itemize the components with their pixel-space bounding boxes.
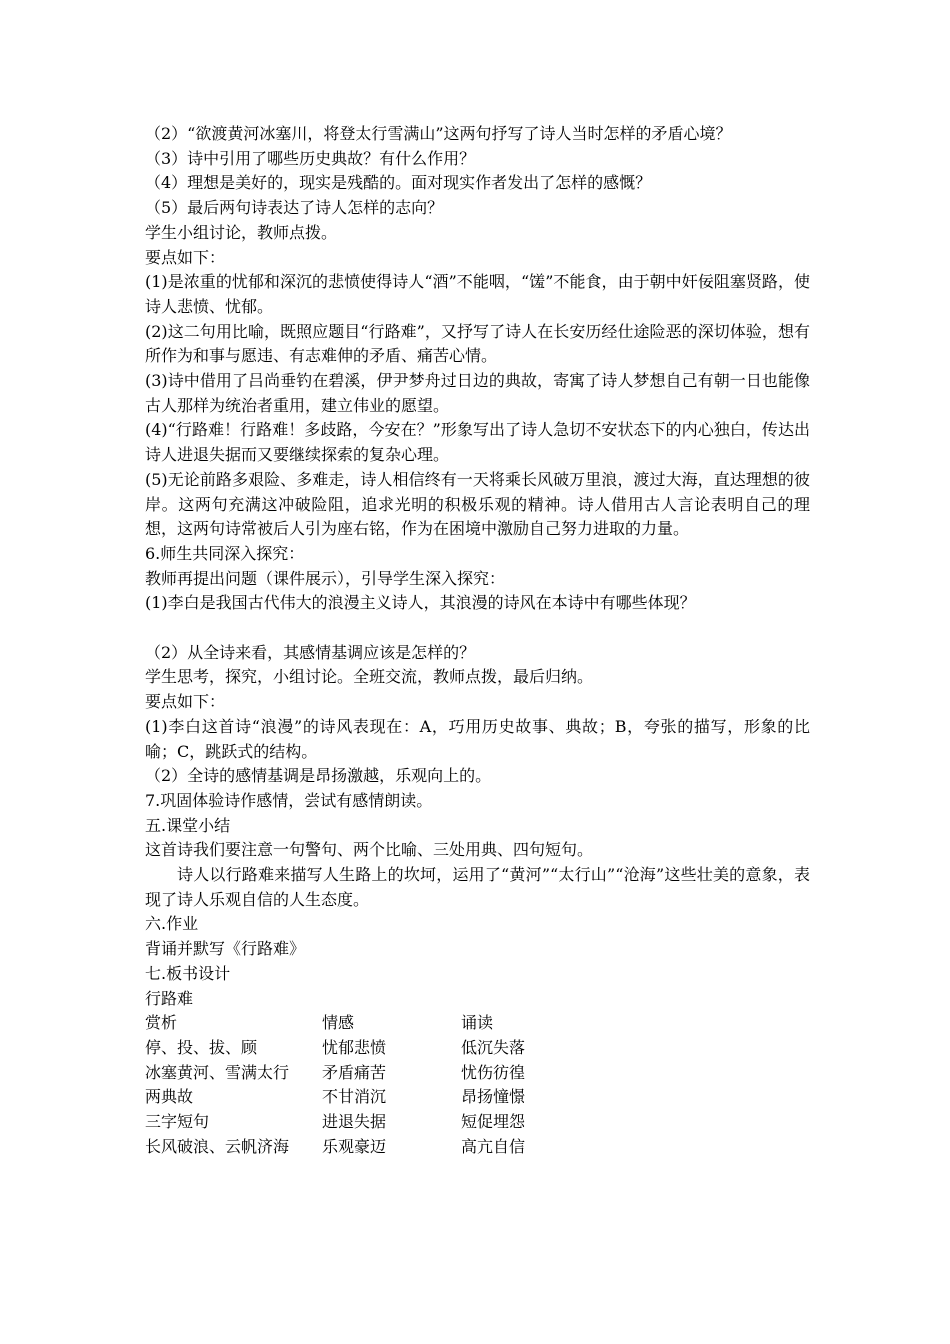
board-header-recitation: 诵读 [461, 1013, 494, 1033]
summary-line-2: 诗人以行路难来描写人生路上的坎坷，运用了“黄河”“太行山”“沧海”这些壮美的意象，表现了诗人乐观自信的人生态度。 [145, 865, 810, 909]
summary-heading: 五.课堂小结 [145, 815, 231, 835]
section-6-points-heading: 要点如下： [145, 692, 226, 712]
homework-text: 背诵并默写《行路难》 [145, 939, 306, 959]
discussion-note: 学生小组讨论，教师点拨。 [145, 222, 338, 242]
board-cell: 三字短句 [145, 1112, 210, 1132]
section-6-activity: 学生思考，探究，小组讨论。全班交流，教师点拨，最后归纳。 [145, 667, 594, 687]
board-cell: 短促埋怨 [461, 1112, 526, 1132]
section-6-intro: 教师再提出问题（课件展示），引导学生深入探究： [145, 568, 506, 588]
board-cell: 两典故 [145, 1087, 194, 1107]
board-row [145, 1110, 810, 1135]
board-cell: 不甘消沉 [322, 1087, 387, 1107]
board-cell: 冰塞黄河、雪满太行 [145, 1062, 290, 1082]
board-cell: 高亢自信 [461, 1136, 526, 1156]
board-cell: 进退失据 [322, 1112, 387, 1132]
question-4: （4）理想是美好的，现实是残酷的。面对现实作者发出了怎样的感慨？ [145, 173, 652, 193]
point-2: (2)这二句用比喻，既照应题目“行路难”，又抒写了诗人在长安历经仕途险恶的深切体验，想有所作为和事与愿违、有志难伸的矛盾、痛苦心情。 [145, 321, 810, 366]
board-cell: 忧伤彷徨 [461, 1062, 526, 1082]
board-row [145, 1135, 810, 1160]
point-1: (1)是浓重的忧郁和深沉的悲愤使得诗人“酒”不能咽，“馐”不能食，由于朝中奸佞阻塞贤路，使诗人悲愤、忧郁。 [145, 272, 810, 316]
question-3: （3）诗中引用了哪些历史典故？有什么作用？ [145, 148, 476, 168]
points-heading: 要点如下： [145, 247, 226, 267]
board-header-emotion: 情感 [322, 1013, 355, 1033]
section-7: 7.巩固体验诗作感情，尝试有感情朗读。 [145, 790, 433, 810]
board-cell: 停、投、拔、顾 [145, 1038, 258, 1057]
point-5: (5)无论前路多艰险、多难走，诗人相信终有一天将乘长风破万里浪，渡过大海，直达理想的彼岸。这两句充满这冲破险阻，追求光明的积极乐观的精神。诗人借用古人言论表明自己的理想，这两句诗常被后人引为座右铭，作为在困境中激励自己努力进取的力量。 [145, 469, 810, 539]
board-title: 行路难 [145, 988, 194, 1008]
point-3: (3)诗中借用了吕尚垂钓在碧溪，伊尹梦舟过日边的典故，寄寓了诗人梦想自己有朝一日也能像古人那样为统治者重用，建立伟业的愿望。 [145, 371, 810, 415]
homework-heading: 六.作业 [145, 914, 199, 934]
board-cell: 昂扬憧憬 [461, 1087, 526, 1107]
board-cell: 乐观豪迈 [322, 1136, 387, 1156]
board-header-analysis: 赏析 [145, 1013, 178, 1033]
board-cell: 低沉失落 [461, 1038, 526, 1057]
board-cell: 长风破浪、云帆济海 [145, 1136, 290, 1156]
section-6-point-2: （2）全诗的感情基调是昂扬激越，乐观向上的。 [145, 766, 492, 786]
section-6-question-2: （2）从全诗来看，其感情基调应该是怎样的？ [145, 642, 476, 662]
point-4: (4)“行路难！行路难！多歧路，今安在？”形象写出了诗人急切不安状态下的内心独白，传达出诗人进退失据而又要继续探索的复杂心理。 [145, 420, 810, 465]
board-cell: 忧郁悲愤 [322, 1038, 387, 1057]
board-row [145, 1061, 810, 1086]
section-6-heading: 6.师生共同深入探究： [145, 543, 305, 563]
question-2: （2）“欲渡黄河冰塞川，将登太行雪满山”这两句抒写了诗人当时怎样的矛盾心境？ [145, 124, 732, 143]
question-5: （5）最后两句诗表达了诗人怎样的志向？ [145, 198, 444, 218]
summary-line-1: 这首诗我们要注意一句警句、两个比喻、三处用典、四句短句。 [145, 840, 594, 860]
board-header-row [145, 1011, 810, 1036]
board-cell: 矛盾痛苦 [322, 1062, 387, 1082]
blank-line [145, 616, 810, 641]
document-body [145, 122, 810, 1160]
section-6-point-1: (1)李白这首诗“浪漫”的诗风表现在：A，巧用历史故事、典故；B，夸张的描写，形象的比喻；C，跳跃式的结构。 [145, 716, 810, 761]
section-6-question-1: (1)李白是我国古代伟大的浪漫主义诗人，其浪漫的诗风在本诗中有哪些体现？ [145, 593, 696, 613]
board-row [145, 1036, 810, 1061]
board-heading: 七.板书设计 [145, 963, 231, 983]
board-row [145, 1085, 810, 1110]
